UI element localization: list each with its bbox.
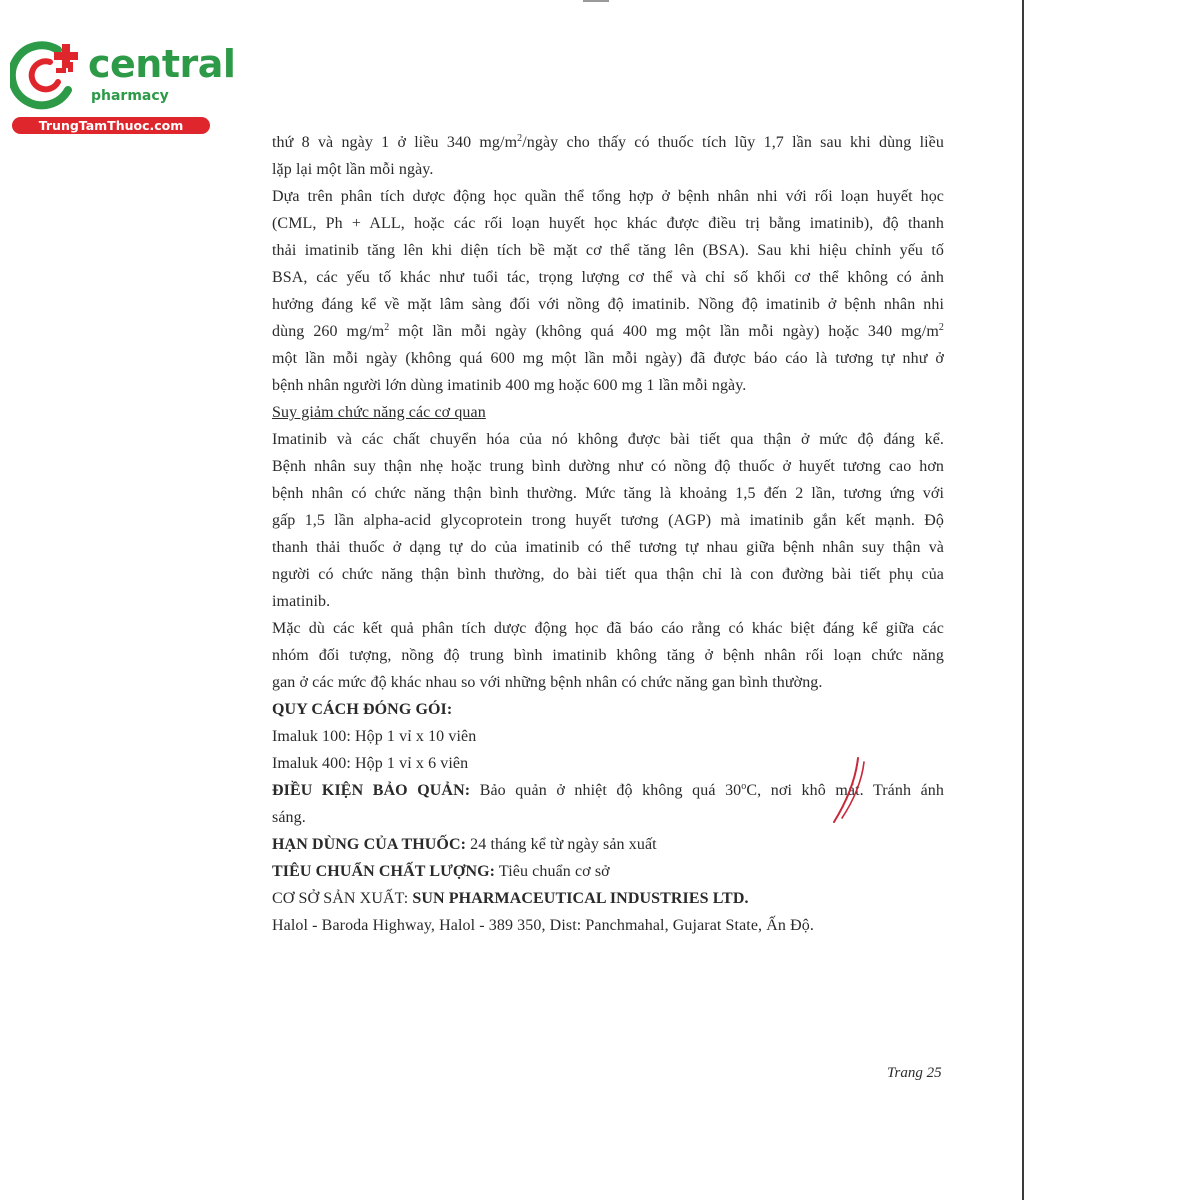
text-line: người có chức năng thận bình thường, do bài tiết qua thận chỉ là con đường bài tiết phụ của	[272, 566, 944, 583]
logo-wordmark: central	[88, 42, 236, 86]
text-line: imatinib.	[272, 593, 331, 610]
text-line: thanh thải thuốc ở dạng tự do của imatinib có thể tương tự nhau giữa bệnh nhân suy thận và	[272, 539, 944, 556]
text-line: (CML, Ph + ALL, hoặc các rối loạn huyết học khác được điều trị bằng imatinib), độ thanh	[272, 215, 944, 232]
text-line: thải imatinib tăng lên khi diện tích bề mặt cơ thể tăng lên (BSA). Sau khi hiệu chỉnh yếu tố	[272, 242, 944, 259]
storage-line: sáng.	[272, 809, 306, 826]
section-heading: Suy giảm chức năng các cơ quan	[272, 404, 486, 421]
packaging-item: Imaluk 100: Hộp 1 vỉ x 10 viên	[272, 728, 477, 745]
manufacturer-line: CƠ SỞ SẢN XUẤT: SUN PHARMACEUTICAL INDUSTRIES LTD.	[272, 890, 749, 907]
text-line: nhóm đối tượng, nồng độ trung bình imatinib không tăng ở bệnh nhân rối loạn chức năng	[272, 647, 944, 664]
text-line: Bệnh nhân suy thận nhẹ hoặc trung bình dường như có nồng độ thuốc ở huyết tương cao hơn	[272, 458, 944, 475]
scan-mark	[583, 0, 609, 2]
text-line: thứ 8 và ngày 1 ở liều 340 $mg/m^2$/ngày cho thấy có thuốc tích lũy 1,7 lần sau khi dùng liều	[272, 133, 944, 151]
packaging-item: Imaluk 400: Hộp 1 vỉ x 6 viên	[272, 755, 469, 772]
signature-mark	[820, 756, 880, 826]
text-line: bệnh nhân người lớn dùng imatinib 400 mg hoặc 600 mg 1 lần mỗi ngày.	[272, 377, 747, 394]
text-line: lặp lại một lần mỗi ngày.	[272, 161, 434, 178]
pharmacy-cross-logo-icon	[10, 38, 92, 110]
standard-line: TIÊU CHUẨN CHẤT LƯỢNG: Tiêu chuẩn cơ sở	[272, 863, 610, 880]
page-number: Trang 25	[887, 1065, 942, 1081]
logo-site-link[interactable]: TrungTamThuoc.com	[12, 117, 210, 134]
text-line: gan ở các mức độ khác nhau so với những bệnh nhân có chức năng gan bình thường.	[272, 674, 823, 691]
address-line: Halol - Baroda Highway, Halol - 389 350, Dist: Panchmahal, Gujarat State, Ấn Độ.	[272, 917, 814, 934]
text-line: Imatinib và các chất chuyển hóa của nó không được bài tiết qua thận ở mức độ đáng kể.	[272, 431, 944, 448]
packaging-heading: QUY CÁCH ĐÓNG GÓI:	[272, 701, 453, 718]
text-line: Mặc dù các kết quả phân tích dược động học đã báo cáo rằng có khác biệt đáng kể giữa các	[272, 620, 944, 637]
logo-subtitle: pharmacy	[91, 88, 169, 104]
text-line: hưởng đáng kể về mặt lâm sàng đối với nồng độ imatinib. Nồng độ imatinib ở bệnh nhân nhi	[272, 296, 944, 313]
central-pharmacy-logo[interactable]	[10, 38, 236, 138]
page-edge	[1022, 0, 1024, 1200]
text-line: Dựa trên phân tích dược động học quần thể tổng hợp ở bệnh nhân nhi với rối loạn huyết học	[272, 188, 944, 205]
storage-line: ĐIỀU KIỆN BẢO QUẢN: Bảo quản ở nhiệt độ không quá 30$^o$C, nơi khô mát. Tránh ánh	[272, 781, 944, 799]
text-line: BSA, các yếu tố khác như tuổi tác, trọng lượng cơ thể và chỉ số khối cơ thể không có ảnh	[272, 269, 944, 286]
text-line: gấp 1,5 lần alpha-acid glycoprotein trong huyết tương (AGP) mà imatinib gắn kết mạnh. Độ	[272, 512, 944, 529]
text-line: một lần mỗi ngày (không quá 600 mg một lần mỗi ngày) đã được báo cáo là tương tự như ở	[272, 350, 944, 367]
text-line: dùng 260 $mg/m^2$ một lần mỗi ngày (không quá 400 mg một lần mỗi ngày) hoặc 340 $mg/m^2$	[272, 322, 944, 340]
text-line: bệnh nhân có chức năng thận bình thường. Mức tăng là khoảng 1,5 đến 2 lần, tương ứng với	[272, 485, 944, 502]
expiry-line: HẠN DÙNG CỦA THUỐC: 24 tháng kể từ ngày sản xuất	[272, 836, 657, 853]
